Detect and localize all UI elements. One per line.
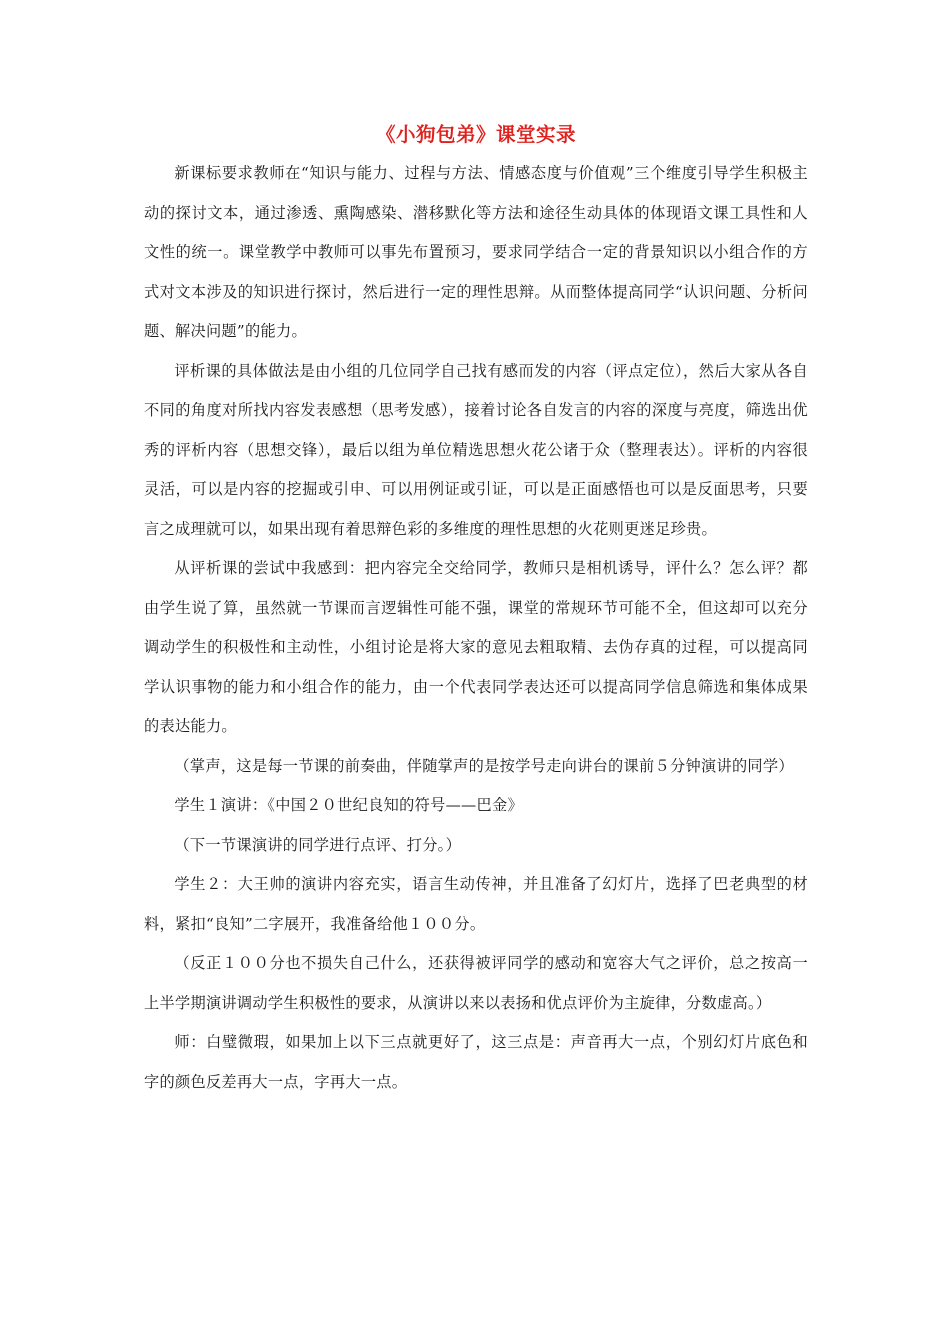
paragraph-score-note: （反正１００分也不损失自己什么，还获得被评同学的感动和宽容大气之评价，总之按高一上半学期演讲调动学生积极性的要求，从演讲以来以表扬和优点评价为主旋律，分数虚高。） <box>144 954 808 1012</box>
paragraph-review-note: （下一节课演讲的同学进行点评、打分。） <box>174 835 462 854</box>
paragraph-teacher-comment: 师：白璧微瑕，如果加上以下三点就更好了，这三点是：声音再大一点，个别幻灯片底色和字的颜色反差再大一点，字再大一点。 <box>144 1033 808 1091</box>
paragraph-student1-speech: 学生１演讲：《中国２０世纪良知的符号——巴金》 <box>174 796 524 814</box>
document-page <box>144 120 808 1102</box>
document-title: 《小狗包弟》课堂实录 <box>375 123 576 146</box>
paragraph-applause-note: （掌声，这是每一节课的前奏曲，伴随掌声的是按学号走向讲台的课前５分钟演讲的同学） <box>174 756 794 775</box>
paragraph-method: 评析课的具体做法是由小组的几位同学自己找有感而发的内容（评点定位），然后大家从各自不同的角度对所找内容发表感想（思考发感），接着讨论各自发言的内容的深度与亮度，筛选出优秀的评析内容（思想交锋），最后以组为单位精选思想火花公诸于众（整理表达）。评析的内容很灵活，可以是内容的挖掘或引申、可以用例证或引证，可以是正面感悟也可以是反面思考，只要言之成理就可以，如果出现有着思辩色彩的多维度的理性思想的火花则更迷足珍贵。 <box>144 361 808 538</box>
paragraph-reflection: 从评析课的尝试中我感到：把内容完全交给同学，教师只是相机诱导，评什么？怎么评？都由学生说了算，虽然就一节课而言逻辑性可能不强，课堂的常规环节可能不全，但这却可以充分调动学生的积极性和主动性，小组讨论是将大家的意见去粗取精、去伪存真的过程，可以提高同学认识事物的能力和小组合作的能力，由一个代表同学表达还可以提高同学信息筛选和集体成果的表达能力。 <box>144 559 808 735</box>
paragraph-intro: 新课标要求教师在“知识与能力、过程与方法、情感态度与价值观”三个维度引导学生积极主动的探讨文本，通过渗透、熏陶感染、潜移默化等方法和途径生动具体的体现语文课工具性和人文性的统一。课堂教学中教师可以事先布置预习，要求同学结合一定的背景知识以小组合作的方式对文本涉及的知识进行探讨，然后进行一定的理性思辩。从而整体提高同学“认识问题、分析问题、解决问题”的能力。 <box>144 164 808 340</box>
paragraph-student2-comment: 学生２：大王帅的演讲内容充实，语言生动传神，并且准备了幻灯片，选择了巴老典型的材料，紧扣“良知”二字展开，我准备给他１００分。 <box>144 875 808 933</box>
